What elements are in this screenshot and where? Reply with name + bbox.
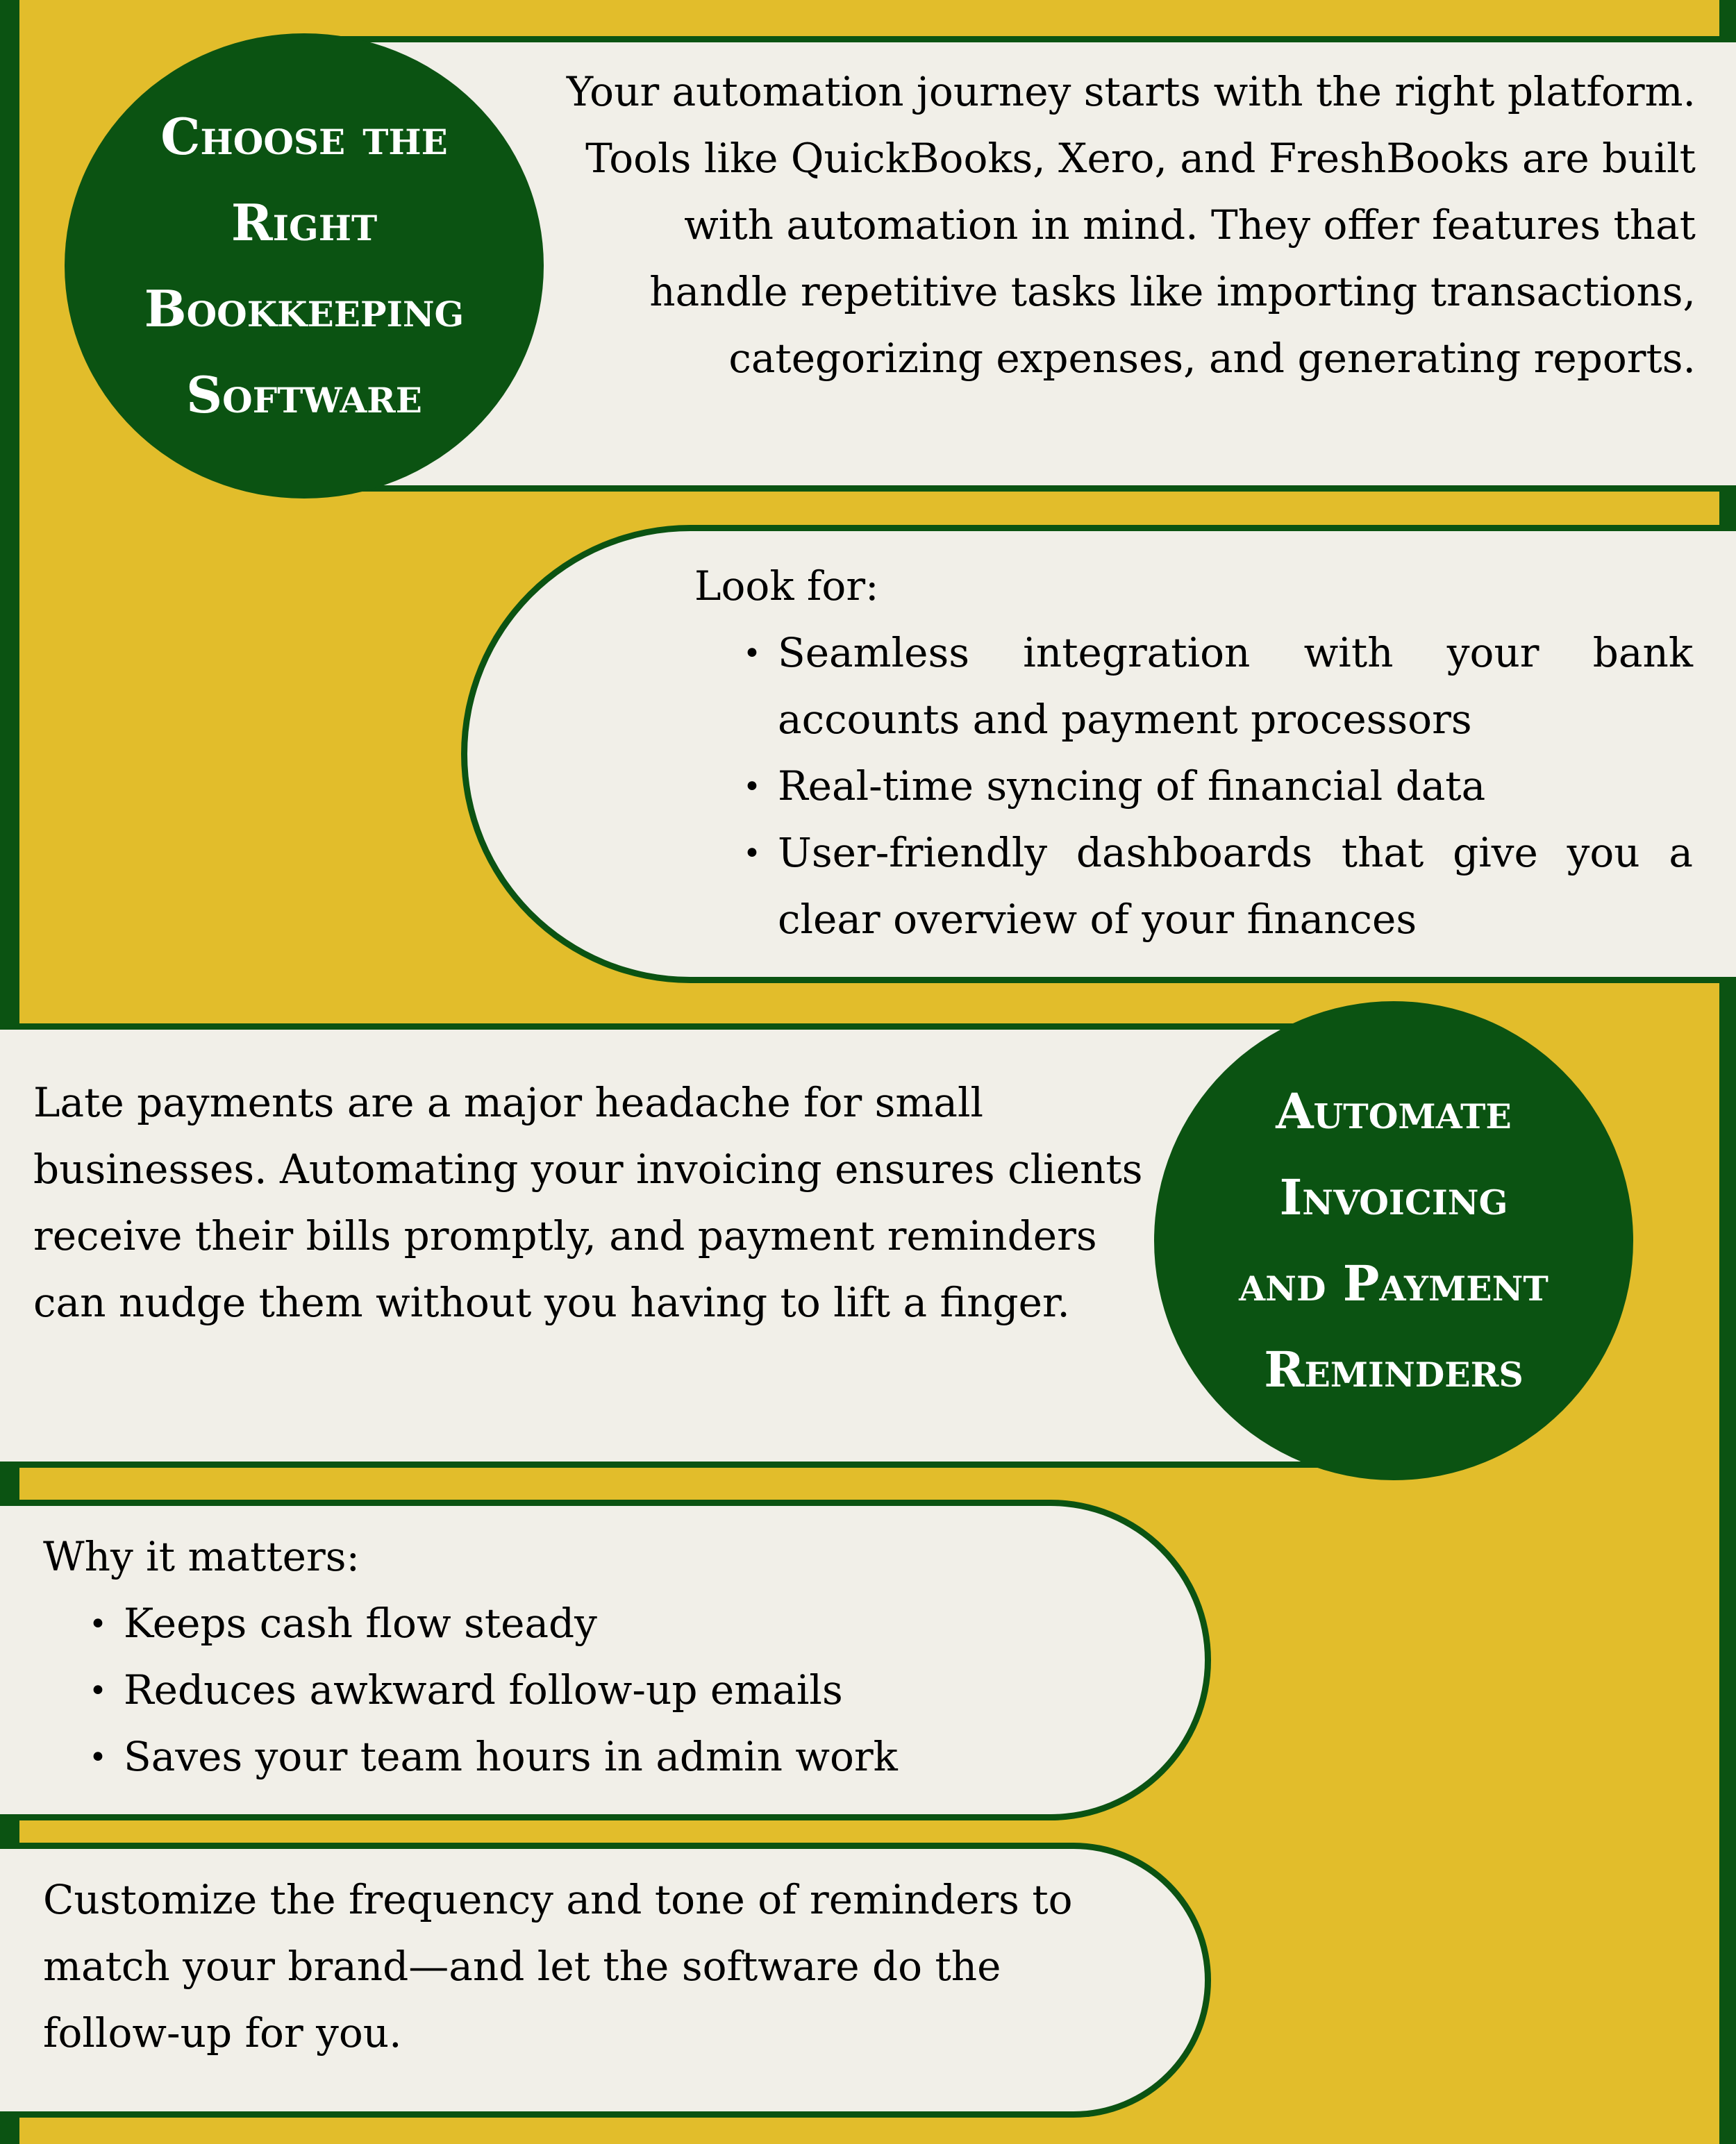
software-heading: Choose the Right Bookkeeping Software [144,107,465,424]
customize-text: Customize the frequency and tone of reminders to match your brand—and let the software do the follow-up for you. [43,1876,1073,2057]
software-heading-badge [65,33,544,499]
list-item: • User-friendly dashboards that give you a clear overview of your finances [694,819,1693,953]
list-item: • Keeps cash flow steady [43,1590,1085,1657]
list-item: • Seamless integration with your bank accounts and payment processors [694,619,1693,753]
invoicing-intro-text: Late payments are a major headache for small businesses. Automating your invoicing ensures clients receive their bills promptly, and payment reminders can nudge them without you having to lift a finger. [33,1079,1143,1326]
list-item: • Saves your team hours in admin work [43,1723,1085,1790]
invoicing-heading-badge [1154,1001,1633,1480]
list-item: • Reduces awkward follow-up emails [43,1657,1085,1723]
why-it-matters-block [43,1523,1085,1790]
look-for-block [694,553,1693,953]
invoicing-heading: Automate Invoicing and Payment Reminders [1239,1082,1549,1398]
software-intro-text: Your automation journey starts with the right platform. Tools like QuickBooks, Xero, and FreshBooks are built with automation in mind. They offer features that handle repetitive tasks like importing transactions, categorizing expenses, and generating reports. [566,68,1696,382]
look-for-label: Look for: [694,562,879,610]
list-item: • Real-time syncing of financial data [694,753,1693,819]
why-it-matters-list [43,1590,1085,1790]
why-it-matters-label: Why it matters: [43,1533,360,1580]
look-for-list [694,619,1693,953]
